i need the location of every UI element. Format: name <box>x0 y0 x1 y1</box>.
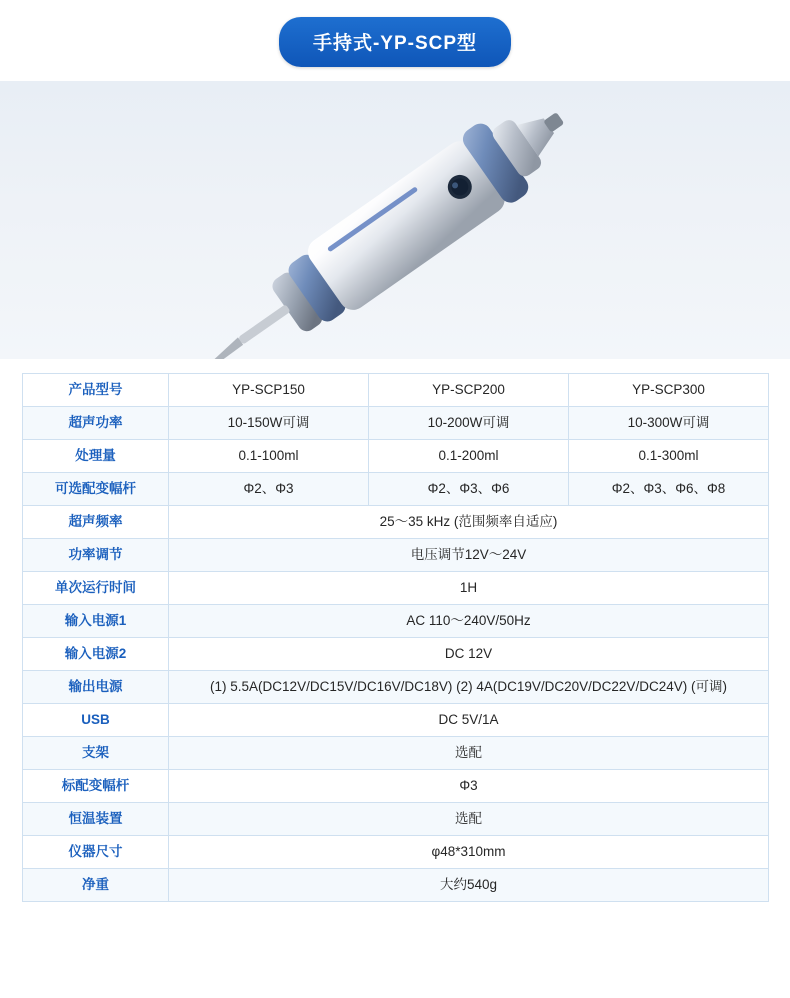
spec-row-value: 选配 <box>169 803 769 836</box>
table-row <box>23 407 769 440</box>
table-row <box>23 770 769 803</box>
spec-row-value: (1) 5.5A(DC12V/DC15V/DC16V/DC18V) (2) 4A(DC19V/DC20V/DC22V/DC24V) (可调) <box>169 671 769 704</box>
spec-row-value: YP-SCP300 <box>569 374 769 407</box>
spec-row-value: 电压调节12V～24V <box>169 539 769 572</box>
table-row <box>23 539 769 572</box>
product-illustration <box>150 81 650 359</box>
spec-row-value: DC 5V/1A <box>169 704 769 737</box>
spec-row-label: 输出电源 <box>23 671 169 704</box>
spec-row-label: 功率调节 <box>23 539 169 572</box>
spec-row-label: 处理量 <box>23 440 169 473</box>
spec-row-label: 可选配变幅杆 <box>23 473 169 506</box>
spec-row-value: 10-150W可调 <box>169 407 369 440</box>
spec-row-value: 1H <box>169 572 769 605</box>
spec-row-value: 10-200W可调 <box>369 407 569 440</box>
spec-row-value: Φ2、Φ3 <box>169 473 369 506</box>
table-row <box>23 704 769 737</box>
spec-row-label: 输入电源2 <box>23 638 169 671</box>
spec-row-value: AC 110～240V/50Hz <box>169 605 769 638</box>
table-row <box>23 605 769 638</box>
spec-row-label: 超声功率 <box>23 407 169 440</box>
spec-row-label: 仪器尺寸 <box>23 836 169 869</box>
table-row <box>23 638 769 671</box>
page-title: 手持式-YP-SCP型 <box>279 17 511 67</box>
spec-row-label: 输入电源1 <box>23 605 169 638</box>
table-row <box>23 374 769 407</box>
table-row <box>23 737 769 770</box>
spec-row-label: 超声频率 <box>23 506 169 539</box>
spec-row-value: 25～35 kHz (范围频率自适应) <box>169 506 769 539</box>
spec-row-value: 0.1-300ml <box>569 440 769 473</box>
table-row <box>23 803 769 836</box>
spec-row-label: 恒温装置 <box>23 803 169 836</box>
spec-row-value: 0.1-100ml <box>169 440 369 473</box>
spec-row-label: 产品型号 <box>23 374 169 407</box>
table-row <box>23 506 769 539</box>
product-image-band <box>0 81 790 359</box>
spec-row-value: Φ3 <box>169 770 769 803</box>
table-row <box>23 836 769 869</box>
spec-row-value: YP-SCP200 <box>369 374 569 407</box>
table-row <box>23 671 769 704</box>
spec-row-label: 单次运行时间 <box>23 572 169 605</box>
spec-row-value: YP-SCP150 <box>169 374 369 407</box>
spec-row-value: 10-300W可调 <box>569 407 769 440</box>
spec-row-value: φ48*310mm <box>169 836 769 869</box>
page-title-container <box>0 0 790 81</box>
spec-row-label: 标配变幅杆 <box>23 770 169 803</box>
spec-row-label: 净重 <box>23 869 169 902</box>
spec-row-value: DC 12V <box>169 638 769 671</box>
spec-row-value: Φ2、Φ3、Φ6 <box>369 473 569 506</box>
spec-table-container <box>0 359 790 902</box>
spec-row-value: 0.1-200ml <box>369 440 569 473</box>
table-row <box>23 572 769 605</box>
table-row <box>23 473 769 506</box>
table-row <box>23 440 769 473</box>
spec-row-label: 支架 <box>23 737 169 770</box>
spec-row-label: USB <box>23 704 169 737</box>
spec-row-value: 选配 <box>169 737 769 770</box>
spec-row-value: 大约540g <box>169 869 769 902</box>
spec-row-value: Φ2、Φ3、Φ6、Φ8 <box>569 473 769 506</box>
spec-table <box>22 373 769 902</box>
spec-table-body <box>23 374 769 902</box>
table-row <box>23 869 769 902</box>
